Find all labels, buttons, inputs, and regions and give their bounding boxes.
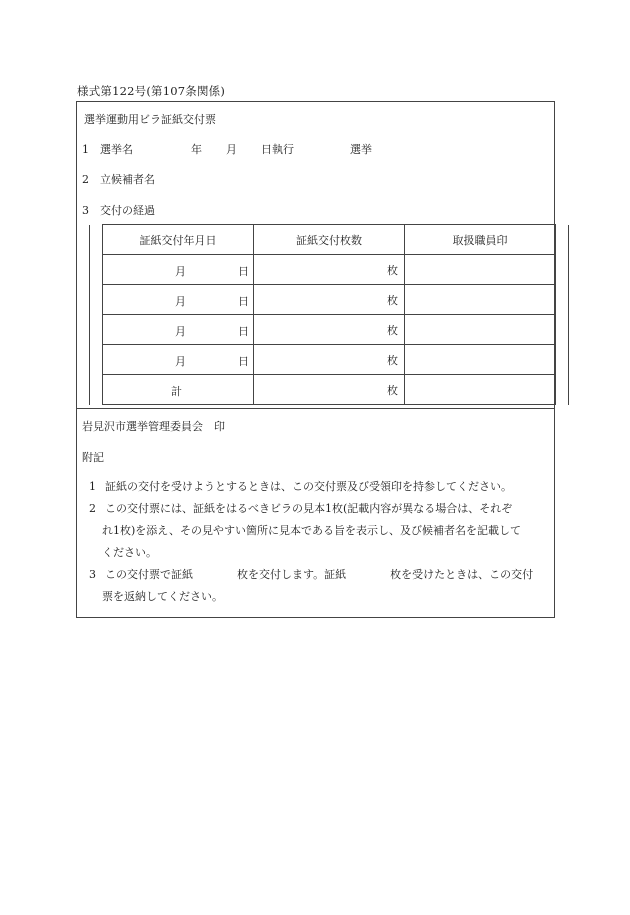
table-header-row	[90, 225, 569, 255]
note-text: ください。	[102, 546, 157, 559]
seal-cell[interactable]	[405, 285, 556, 315]
note-text: 票を返納してください。	[102, 590, 223, 603]
note-number: 2	[89, 502, 96, 515]
month-unit: 月	[175, 355, 186, 368]
date-cell[interactable]	[103, 285, 254, 315]
day-exec-label: 日執行	[261, 143, 294, 156]
total-label: 計	[171, 385, 182, 398]
month-unit: 月	[175, 265, 186, 278]
count-cell[interactable]	[254, 255, 405, 285]
item-issuance-history	[82, 202, 155, 218]
seal-cell[interactable]	[405, 255, 556, 285]
note-text: れ1枚)を添え、その見やすい箇所に見本である旨を表示し、及び候補者名を記載して	[102, 524, 521, 537]
note-text: この交付票で証紙	[105, 568, 193, 581]
issuance-history-label: 交付の経過	[100, 204, 155, 217]
note-item	[89, 564, 549, 608]
day-unit: 日	[238, 295, 249, 308]
item-candidate-name	[82, 171, 155, 187]
form-number-label: 様式第122号(第107条関係)	[77, 84, 226, 98]
note-number: 3	[89, 568, 96, 581]
committee-seal-line: 岩見沢市選挙管理委員会 印	[82, 420, 225, 433]
election-name-label: 選挙名	[100, 143, 133, 156]
table-row	[90, 315, 569, 345]
date-cell[interactable]	[103, 315, 254, 345]
sheet-unit: 枚	[387, 383, 398, 397]
election-label: 選挙	[350, 143, 372, 156]
month-label: 月	[226, 143, 237, 156]
header-issue-count: 証紙交付枚数	[254, 225, 405, 255]
item-number: 2	[82, 173, 89, 186]
year-label: 年	[191, 143, 202, 156]
item-number: 3	[82, 204, 89, 217]
seal-cell[interactable]	[405, 345, 556, 375]
header-staff-seal: 取扱職員印	[405, 225, 556, 255]
count-cell[interactable]	[254, 345, 405, 375]
seal-cell[interactable]	[405, 315, 556, 345]
sheet-unit: 枚	[387, 353, 398, 367]
month-unit: 月	[175, 295, 186, 308]
note-number: 1	[89, 480, 96, 493]
item-election-name	[82, 141, 372, 157]
table-row	[90, 255, 569, 285]
table-row	[90, 285, 569, 315]
section-divider	[77, 408, 554, 409]
sheet-unit: 枚	[387, 293, 398, 307]
note-text: 枚を交付します。証紙	[237, 568, 347, 581]
sheet-unit: 枚	[387, 263, 398, 277]
candidate-name-label: 立候補者名	[100, 173, 155, 186]
month-unit: 月	[175, 325, 186, 338]
sheet-unit: 枚	[387, 323, 398, 337]
note-text: この交付票には、証紙をはるべきビラの見本1枚(記載内容が異なる場合は、それぞ	[105, 502, 513, 515]
total-count-cell[interactable]	[254, 375, 405, 405]
note-text: 枚を受けたときは、この交付	[390, 568, 534, 581]
date-cell[interactable]	[103, 345, 254, 375]
note-item	[89, 476, 549, 498]
count-cell[interactable]	[254, 285, 405, 315]
count-cell[interactable]	[254, 315, 405, 345]
table-row	[90, 345, 569, 375]
note-text: 証紙の交付を受けようとするときは、この交付票及び受領印を持参してください。	[105, 480, 512, 493]
total-label-cell	[103, 375, 254, 405]
date-cell[interactable]	[103, 255, 254, 285]
form-frame	[76, 101, 555, 618]
total-seal-cell[interactable]	[405, 375, 556, 405]
day-unit: 日	[238, 265, 249, 278]
day-unit: 日	[238, 355, 249, 368]
day-unit: 日	[238, 325, 249, 338]
form-title: 選挙運動用ビラ証紙交付票	[84, 113, 216, 126]
notes-heading: 附記	[82, 451, 104, 464]
item-number: 1	[82, 143, 89, 156]
note-item	[89, 498, 549, 564]
header-issue-date: 証紙交付年月日	[103, 225, 254, 255]
table-total-row	[90, 375, 569, 405]
issuance-table	[89, 224, 569, 405]
